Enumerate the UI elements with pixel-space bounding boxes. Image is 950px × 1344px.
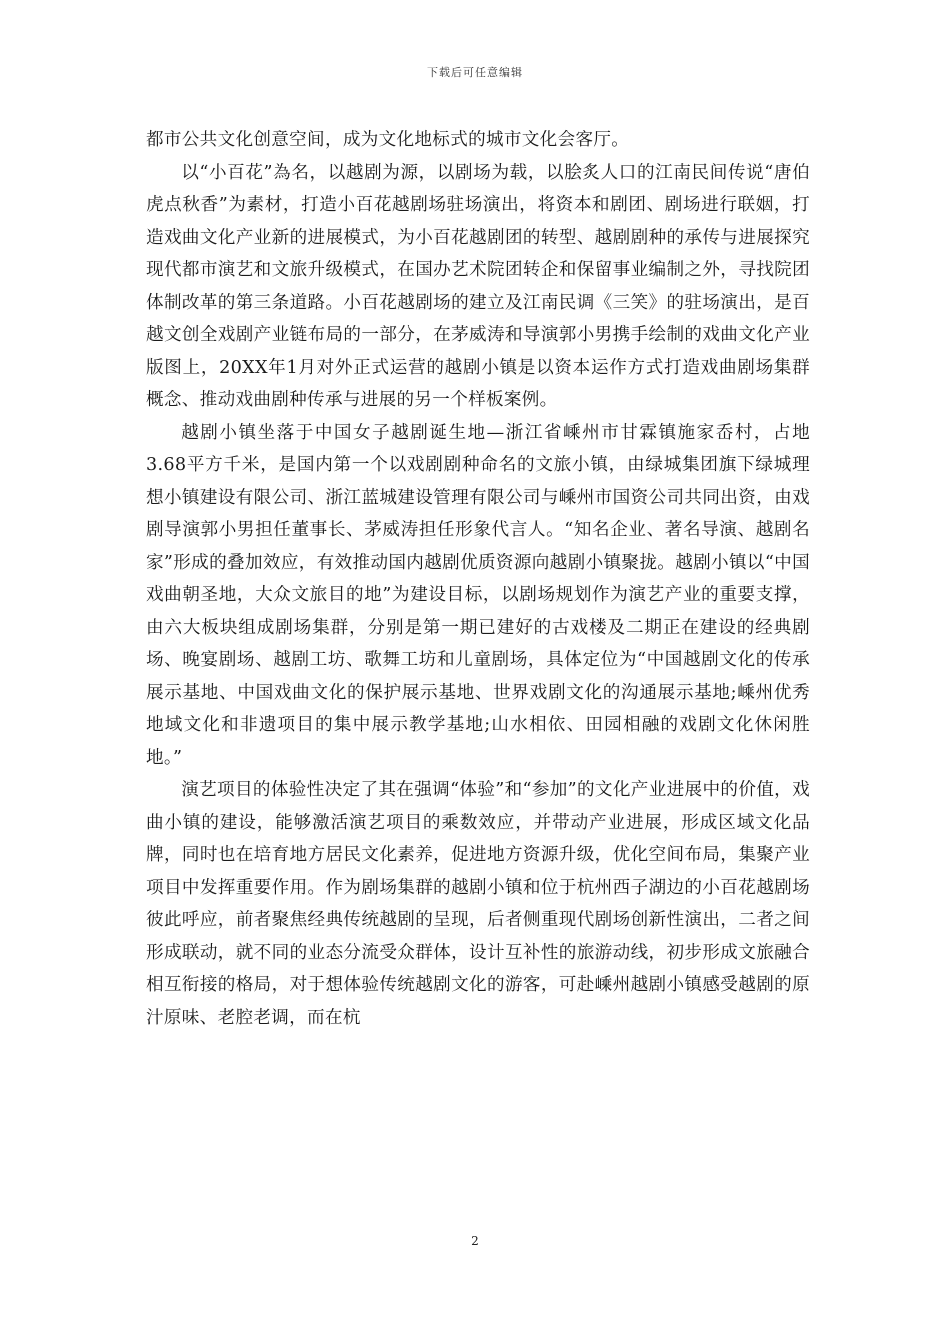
paragraph-yueju-town: 越剧小镇坐落于中国女子越剧诞生地—浙江省嵊州市甘霖镇施家岙村，占地3.68平方千米，是国内第一个以戏剧剧种命名的文旅小镇，由绿城集团旗下绿城理想小镇建设有限公司、浙江蓝城建设管理有限公司与嵊州市国资公司共同出资，由戏剧导演郭小男担任董事长、茅威涛担任形象代言人。“知名企业、著名导演、越剧名家”形成的叠加效应，有效推动国内越剧优质资源向越剧小镇聚拢。越剧小镇以“中国戏曲朝圣地，大众文旅目的地”为建设目标，以剧场规划作为演艺产业的重要支撑，由六大板块组成剧场集群，分别是第一期已建好的古戏楼及二期正在建设的经典剧场、晚宴剧场、越剧工坊、歌舞工坊和儿童剧场，具体定位为“中国越剧文化的传承展示基地、中国戏曲文化的保护展示基地、世界戏剧文化的沟通展示基地;嵊州优秀地域文化和非遗项目的集中展示教学基地;山水相依、田园相融的戏剧文化休闲胜地。” (146, 422, 810, 768)
paragraph-xiaobaihua: 以“小百花”為名，以越剧为源，以剧场为载，以脍炙人口的江南民间传说“唐伯虎点秋香”为素材，打造小百花越剧场驻场演出，将资本和剧团、剧场进行联姻，打造戏曲文化产业新的进展模式，为小百花越剧团的转型、越剧剧种的承传与进展探究现代都市演艺和文旅升级模式，在国办艺术院团转企和保留事业编制之外，寻找院团体制改革的第三条道路。小百花越剧场的建立及江南民调《三笑》的驻场演出，是百越文创全戏剧产业链布局的一部分，在茅威涛和导演郭小男携手绘制的戏曲文化产业版图上，20XX年1月对外正式运营的越剧小镇是以资本运作方式打造戏曲剧场集群概念、推动戏曲剧种传承与进展的另一个样板案例。 (146, 162, 810, 410)
page-number: 2 (471, 1234, 479, 1248)
document-body (146, 124, 810, 1034)
paragraph-continuation: 都市公共文化创意空间，成为文化地标式的城市文化会客厅。 (146, 130, 630, 150)
page-header: 下载后可任意编辑 (427, 66, 523, 79)
paragraph-performing-arts: 演艺项目的体验性决定了其在强调“体验”和“参加”的文化产业进展中的价值，戏曲小镇的建设，能够激活演艺项目的乘数效应，并带动产业进展，形成区域文化品牌，同时也在培育地方居民文化素养，促进地方资源升级，优化空间布局，集聚产业项目中发挥重要作用。作为剧场集群的越剧小镇和位于杭州西子湖边的小百花越剧场彼此呼应，前者聚焦经典传统越剧的呈现，后者侧重现代剧场创新性演出，二者之间形成联动，就不同的业态分流受众群体，设计互补性的旅游动线，初步形成文旅融合相互衔接的格局，对于想体验传统越剧文化的游客，可赴嵊州越剧小镇感受越剧的原汁原味、老腔老调，而在杭 (146, 780, 810, 1028)
